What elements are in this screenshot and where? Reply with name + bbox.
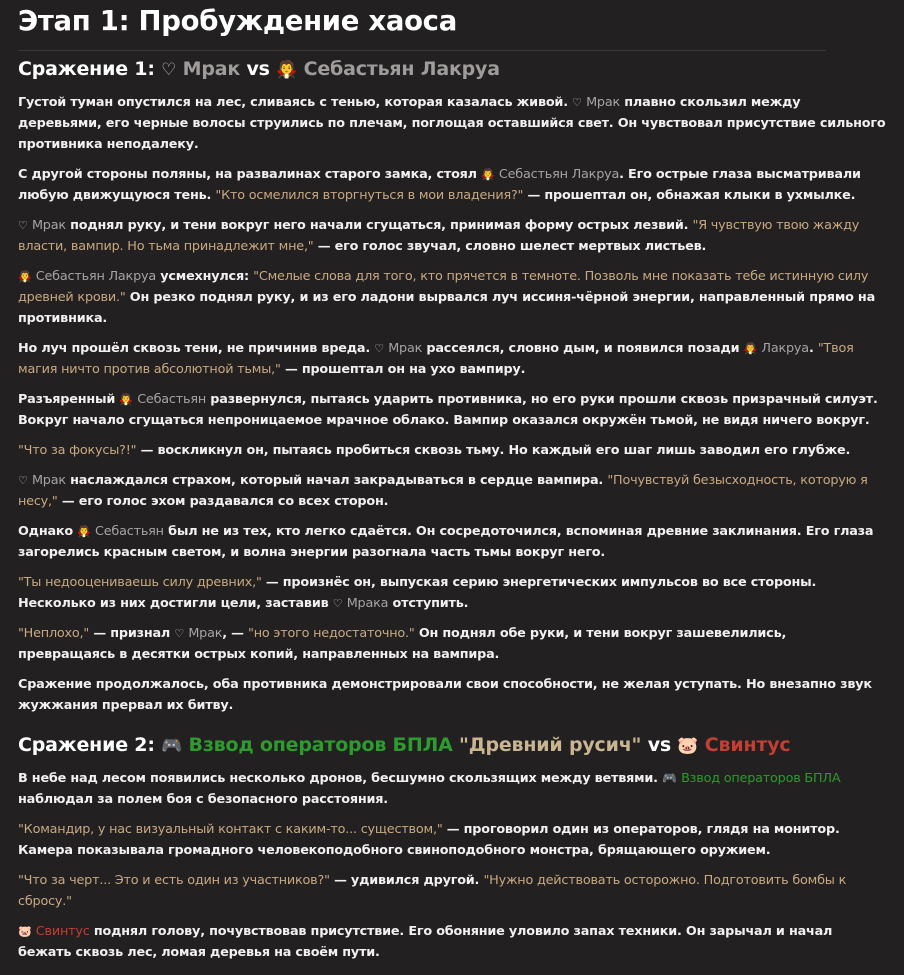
battle-2-paragraph-3 — [18, 870, 886, 912]
text: усмехнулся: — [160, 269, 249, 284]
battle-2-fighter-2: Свинтус — [704, 734, 791, 756]
spacer — [18, 563, 886, 572]
battle-1-paragraph-2 — [18, 164, 886, 206]
text: С другой стороны поляны, на развалинах старого замка, стоял — [18, 167, 477, 182]
spacer — [18, 861, 886, 870]
spacer — [18, 810, 886, 819]
quote: "Я чувствую твою жажду власти, вампир. Но тьма принадлежит мне," — [18, 218, 860, 254]
text: был не из тех, кто легко сдаётся. Он сосредоточился, вспоминая древние заклинания. Его глаза загорелись красным светом, и волна энергии разогнала часть тьмы вокруг него. — [18, 524, 874, 560]
text: — произнёс он, выпуская серию энергетических импульсов во все стороны. Несколько из них достигли цели, заставив — [18, 575, 817, 611]
text: Густой туман опустился на лес, сливаясь с тенью, которая казалась живой. — [18, 95, 568, 110]
battle-1-fighter-2: Себастьян Лакруа — [303, 58, 500, 80]
page-title: Этап 1: Пробуждение хаоса — [18, 5, 457, 37]
battle-1-paragraph-6 — [18, 389, 886, 431]
battle-2-paragraph-2 — [18, 819, 886, 861]
text: наслаждался страхом, который начал закрадываться в сердце вампира. — [70, 473, 604, 488]
text: — воскликнул он, пытаясь пробиться сквозь тьму. Но каждый его шаг лишь заводил его глубже. — [140, 443, 851, 458]
vampire-icon: 🧛 — [119, 393, 133, 406]
battle-2-paragraph-1 — [18, 768, 886, 810]
quote: "Неплохо," — [18, 626, 90, 641]
spacer — [18, 759, 886, 768]
battle-2-paragraph-4 — [18, 921, 886, 963]
character-name: Свинтус — [35, 924, 90, 939]
vampire-icon: 🧛 — [276, 60, 298, 80]
text: . — [808, 341, 814, 356]
pig-icon: 🐷 — [677, 736, 699, 756]
text: В небе над лесом появились несколько дронов, бесшумно скользящих между ветвями. — [18, 771, 658, 786]
battle-2-prefix: Сражение 2: — [18, 734, 155, 756]
character-name: Себастьян Лакруа — [35, 269, 157, 284]
heart-icon: ♡ — [374, 342, 384, 355]
text: — признал — [93, 626, 171, 641]
quote: "Твоя магия ничто против абсолютной тьмы," — [18, 341, 854, 377]
battle-1-vs: vs — [246, 58, 270, 80]
battle-1-paragraph-12 — [18, 674, 886, 716]
battle-1-paragraph-10 — [18, 572, 886, 614]
text: — его голос эхом раздавался со всех сторон. — [61, 494, 389, 509]
battle-1-fighter-1: Мрак — [182, 58, 241, 80]
spacer — [18, 431, 886, 440]
text: — удивился другой. — [334, 873, 480, 888]
spacer — [18, 665, 886, 674]
quote: "но этого недостаточно." — [248, 626, 415, 641]
character-name: Мрака — [346, 596, 389, 611]
quote: "Что за черт... Это и есть один из участников?" — [18, 873, 330, 888]
quote: "Командир, у нас визуальный контакт с каким-то... существом," — [18, 822, 443, 837]
battle-1-paragraph-5 — [18, 338, 886, 380]
spacer — [18, 614, 886, 623]
quote: "Ты недооцениваешь силу древних," — [18, 575, 262, 590]
battle-1-paragraph-3 — [18, 215, 886, 257]
text: Но луч прошёл сквозь тени, не причинив вреда. — [18, 341, 370, 356]
text: Он резко поднял руку, и из его ладони вырвался луч иссиня-чёрной энергии, направленный прямо на противника. — [18, 290, 876, 326]
text: рассеялся, словно дым, и появился позади — [426, 341, 740, 356]
battle-1-paragraph-8 — [18, 470, 886, 512]
title-divider — [18, 50, 826, 51]
text: — прошептал он на ухо вампиру. — [284, 362, 526, 377]
character-name: Лакруа — [761, 341, 809, 356]
battle-1-paragraph-11 — [18, 623, 886, 665]
heart-icon: ♡ — [174, 627, 185, 640]
battle-2-fighter-1: Взвод операторов БПЛА — [188, 734, 453, 756]
vampire-icon: 🧛 — [18, 270, 32, 283]
pig-icon: 🐷 — [18, 925, 32, 938]
battle-2-fighter-1-suffix: "Древний русич" — [459, 734, 642, 756]
battle-1-paragraph-4 — [18, 266, 886, 329]
spacer — [18, 155, 886, 164]
text: Сражение продолжалось, оба противника демонстрировали свои способности, не желая уступать. Но внезапно звук жужжания прервал их битву. — [18, 677, 872, 713]
heart-icon: ♡ — [332, 597, 343, 610]
quote: "Почувствуй безысходность, которую я несу," — [18, 473, 868, 509]
spacer — [18, 257, 886, 266]
text: Однако — [18, 524, 73, 539]
character-name: Себастьян — [95, 524, 164, 539]
vampire-icon: 🧛 — [77, 525, 91, 538]
spacer — [18, 512, 886, 521]
battle-1-paragraph-7 — [18, 440, 886, 461]
text: — его голос звучал, словно шелест мертвых листьев. — [317, 239, 707, 254]
text: , — — [222, 626, 244, 641]
spacer — [18, 206, 886, 215]
vampire-icon: 🧛 — [481, 168, 495, 181]
battle-1-prefix: Сражение 1: — [18, 58, 155, 80]
character-name: Себастьян — [137, 392, 207, 407]
text: отступить. — [392, 596, 469, 611]
spacer — [18, 83, 886, 92]
spacer — [18, 912, 886, 921]
text: . Его острые глаза высматривали любую движущуюся тень. — [18, 167, 861, 203]
text: наблюдал за полем боя с безопасного расстояния. — [18, 792, 388, 807]
battle-2-vs: vs — [647, 734, 671, 756]
spacer — [18, 329, 886, 338]
text: — проговорил один из операторов, глядя на монитор. Камера показывала громадного человекоподобного свиноподобного монстра, брящающего оружием. — [18, 822, 840, 858]
text: — прошептал он, обнажая клыки в ухмылке. — [527, 188, 856, 203]
text: поднял голову, почувствовав присутствие. Его обоняние уловило запах техники. Он зарычал и начал бежать сквозь лес, ломая деревья на своём пути. — [18, 924, 833, 960]
quote: "Кто осмелился вторгнуться в мои владения?" — [215, 188, 524, 203]
character-name: Взвод операторов БПЛА — [681, 771, 841, 786]
heart-icon: ♡ — [18, 474, 28, 487]
character-name: Мрак — [388, 341, 423, 356]
character-name: Мрак — [31, 218, 66, 233]
text: Разъяренный — [18, 392, 116, 407]
text: Он поднял обе руки, и тени вокруг зашевелились, превращаясь в десятки острых копий, направленных на вампира. — [18, 626, 787, 662]
heart-icon: ♡ — [18, 219, 28, 232]
battle-1-paragraph-9 — [18, 521, 886, 563]
character-name: Себастьян Лакруа — [498, 167, 620, 182]
vampire-icon: 🧛 — [743, 342, 758, 355]
quote: "Нужно действовать осторожно. Подготовить бомбы к сбросу." — [18, 873, 847, 909]
text: плавно скользил между деревьями, его черные волосы струились по плечам, поглощая оставшийся свет. Он чувствовал присутствие сильного противника неподалеку. — [18, 95, 886, 152]
character-name: Мрак — [31, 473, 66, 488]
spacer — [18, 461, 886, 470]
text: поднял руку, и тени вокруг него начали сгущаться, принимая форму острых лезвий. — [70, 218, 689, 233]
spacer — [18, 380, 886, 389]
quote: "Что за фокусы?!" — [18, 443, 137, 458]
battle-1-paragraph-1 — [18, 92, 886, 155]
heart-icon: ♡ — [572, 96, 582, 109]
gamepad-icon: 🎮 — [161, 736, 183, 756]
battle-2-heading — [18, 732, 886, 759]
character-name: Мрак — [188, 626, 223, 641]
heart-icon: ♡ — [161, 60, 177, 80]
battle-1-heading — [18, 56, 886, 83]
text: развернулся, пытаясь ударить противника, но его руки прошли сквозь призрачный силуэт. Вокруг начало сгущаться непроницаемое мрачное облако. Вампир оказался окружён тьмой, не видя ничего вокруг. — [18, 392, 878, 428]
quote: "Смелые слова для того, кто прячется в темноте. Позволь мне показать тебе истинную силу древней крови." — [18, 269, 869, 305]
gamepad-icon: 🎮 — [662, 771, 677, 785]
character-name: Мрак — [586, 95, 621, 110]
